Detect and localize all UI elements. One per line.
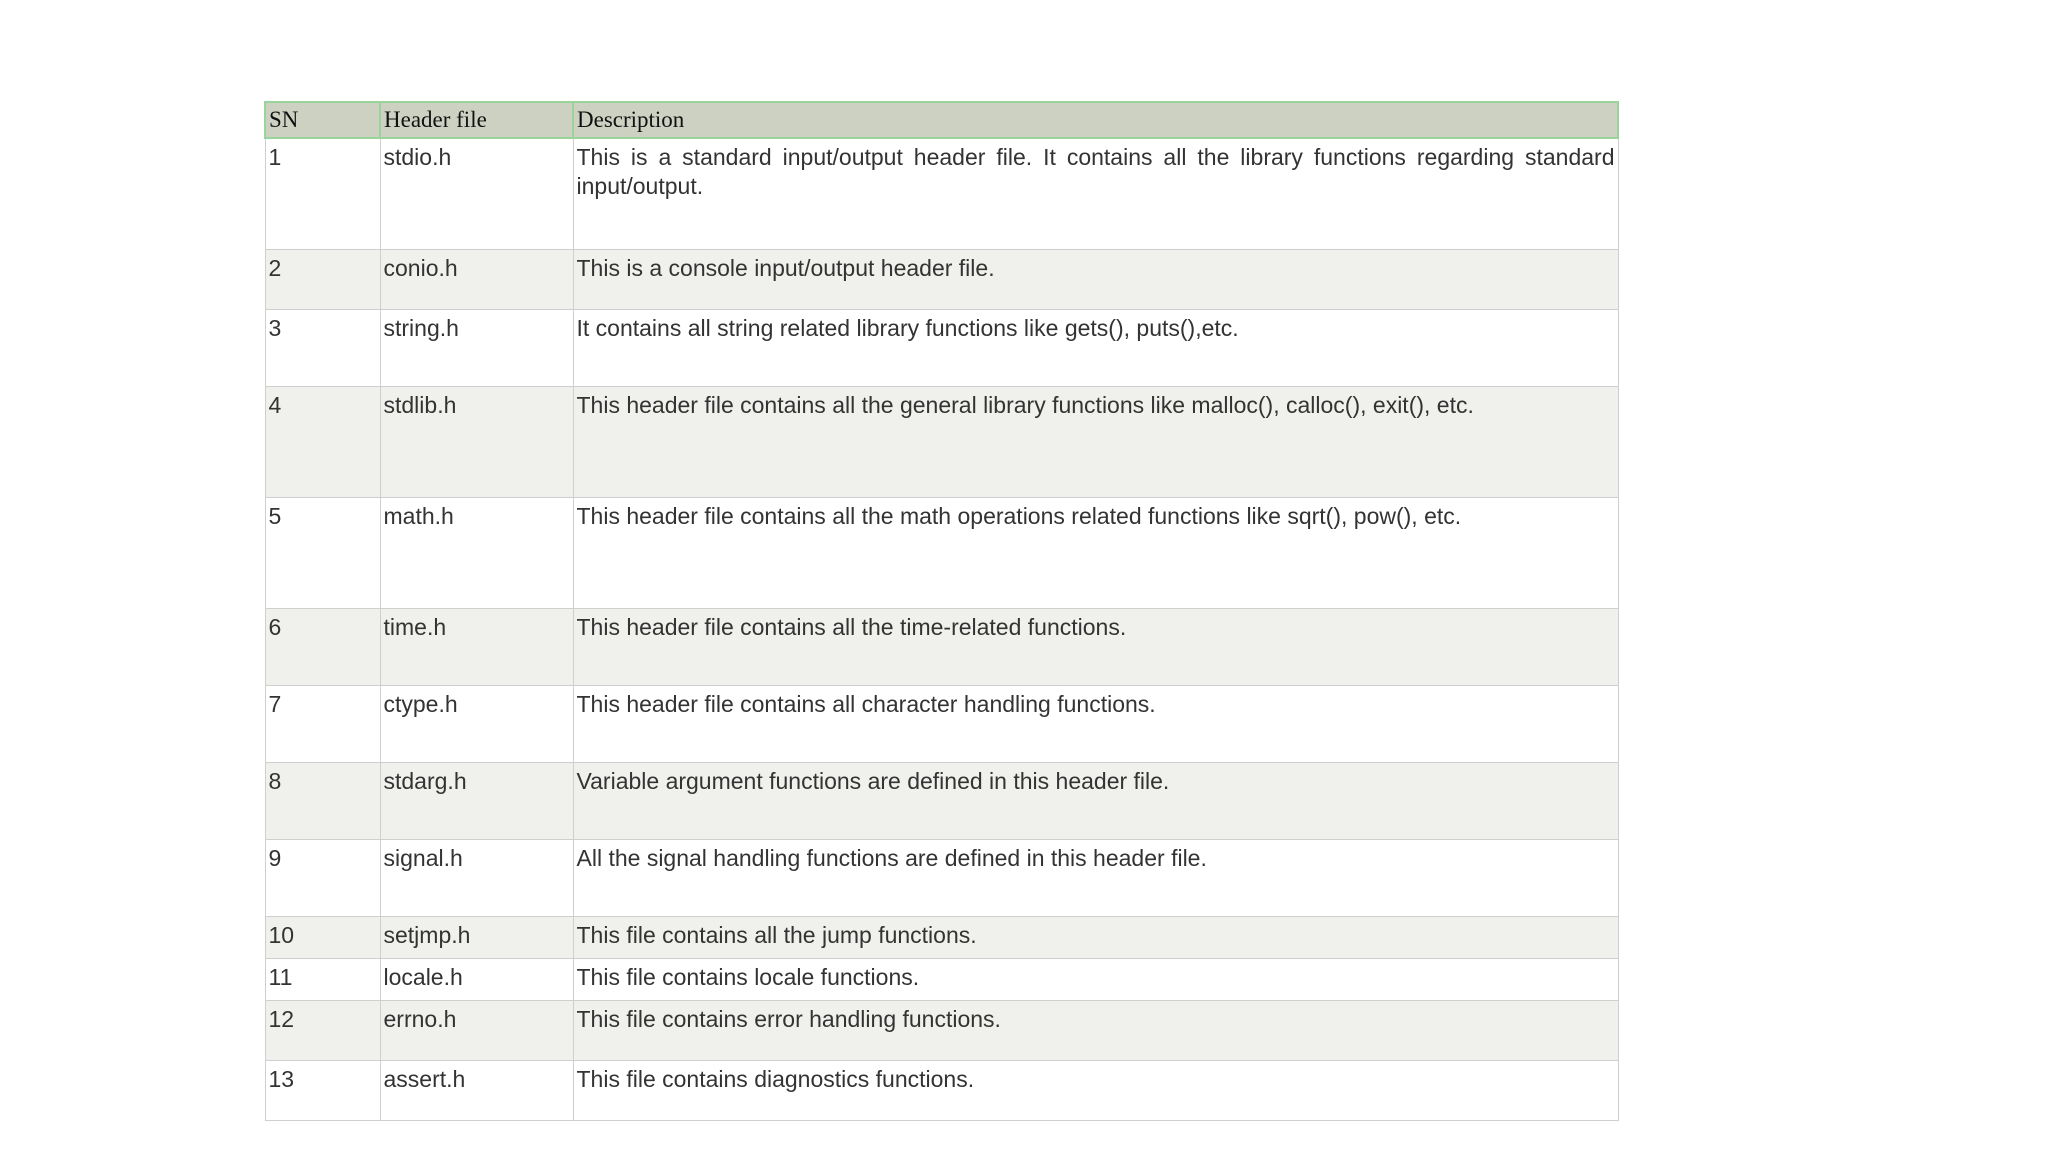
cell-sn: 6 <box>265 608 380 685</box>
cell-header-file: ctype.h <box>380 685 573 762</box>
cell-description: This file contains error handling functions. <box>573 1000 1618 1060</box>
cell-sn: 12 <box>265 1000 380 1060</box>
table-row <box>265 839 1618 916</box>
cell-sn: 9 <box>265 839 380 916</box>
cell-header-file: assert.h <box>380 1060 573 1120</box>
cell-description: It contains all string related library functions like gets(), puts(),etc. <box>573 309 1618 386</box>
table-row <box>265 958 1618 1000</box>
table-header <box>265 102 1618 138</box>
cell-header-file: stdlib.h <box>380 386 573 497</box>
table-row <box>265 685 1618 762</box>
cell-header-file: string.h <box>380 309 573 386</box>
cell-description: This header file contains all the general library functions like malloc(), calloc(), exit(), etc. <box>573 386 1618 497</box>
cell-header-file: stdio.h <box>380 138 573 249</box>
cell-description: Variable argument functions are defined in this header file. <box>573 762 1618 839</box>
cell-description: This is a standard input/output header file. It contains all the library functions regarding standard input/output. <box>573 138 1618 249</box>
column-header-description: Description <box>573 102 1618 138</box>
table-row <box>265 762 1618 839</box>
cell-sn: 8 <box>265 762 380 839</box>
column-header-sn: SN <box>265 102 380 138</box>
column-header-header-file: Header file <box>380 102 573 138</box>
cell-description: All the signal handling functions are defined in this header file. <box>573 839 1618 916</box>
table-row <box>265 309 1618 386</box>
cell-sn: 2 <box>265 249 380 309</box>
cell-sn: 13 <box>265 1060 380 1120</box>
table-row <box>265 386 1618 497</box>
cell-header-file: signal.h <box>380 839 573 916</box>
cell-description: This file contains diagnostics functions. <box>573 1060 1618 1120</box>
cell-description: This file contains locale functions. <box>573 958 1618 1000</box>
header-files-table <box>264 101 1619 1121</box>
cell-sn: 5 <box>265 497 380 608</box>
table-row <box>265 1000 1618 1060</box>
cell-header-file: math.h <box>380 497 573 608</box>
cell-header-file: locale.h <box>380 958 573 1000</box>
cell-header-file: stdarg.h <box>380 762 573 839</box>
cell-sn: 11 <box>265 958 380 1000</box>
cell-description: This is a console input/output header file. <box>573 249 1618 309</box>
cell-description: This header file contains all the math operations related functions like sqrt(), pow(), etc. <box>573 497 1618 608</box>
cell-sn: 4 <box>265 386 380 497</box>
cell-sn: 3 <box>265 309 380 386</box>
table-row <box>265 497 1618 608</box>
cell-description: This header file contains all character handling functions. <box>573 685 1618 762</box>
cell-header-file: conio.h <box>380 249 573 309</box>
table-body <box>265 138 1618 1120</box>
cell-header-file: time.h <box>380 608 573 685</box>
cell-sn: 10 <box>265 916 380 958</box>
table-row <box>265 138 1618 249</box>
cell-sn: 1 <box>265 138 380 249</box>
table-row <box>265 1060 1618 1120</box>
cell-sn: 7 <box>265 685 380 762</box>
cell-description: This file contains all the jump functions. <box>573 916 1618 958</box>
table-row <box>265 608 1618 685</box>
header-row <box>265 102 1618 138</box>
cell-header-file: setjmp.h <box>380 916 573 958</box>
table-row <box>265 916 1618 958</box>
table-row <box>265 249 1618 309</box>
cell-description: This header file contains all the time-related functions. <box>573 608 1618 685</box>
cell-header-file: errno.h <box>380 1000 573 1060</box>
